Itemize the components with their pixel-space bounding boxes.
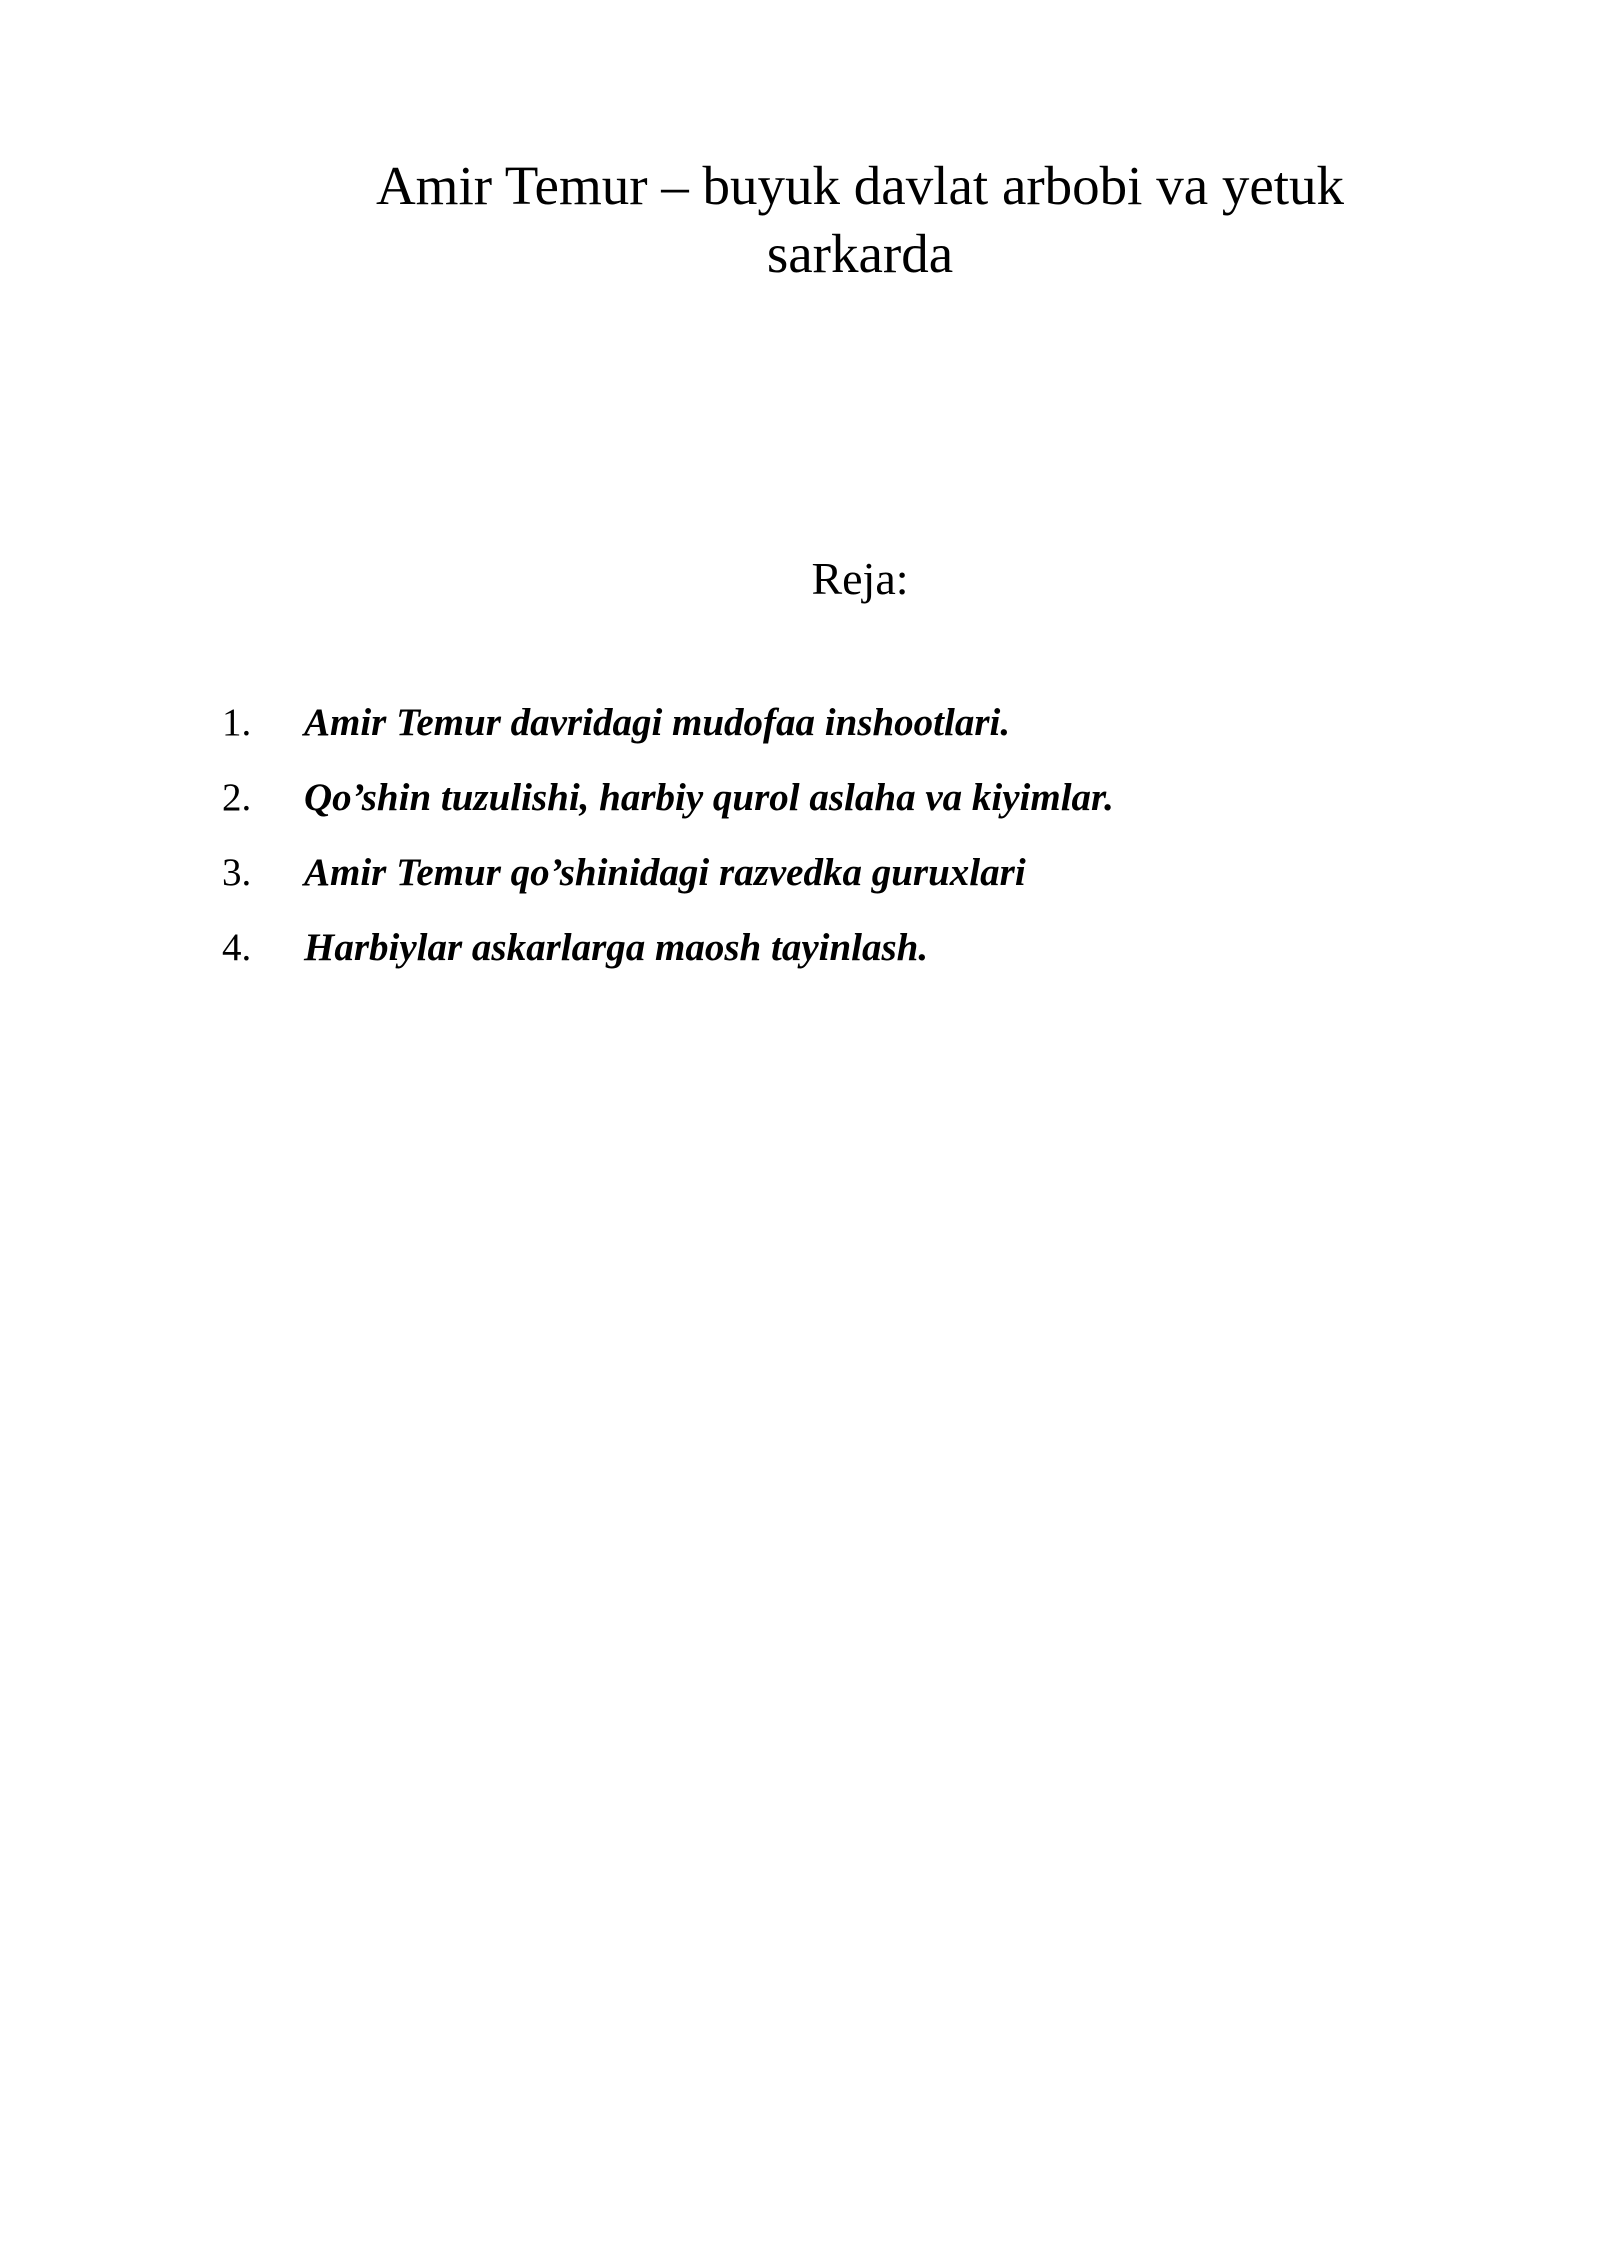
plan-item-2 (222, 768, 1422, 843)
plan-item-number: 4. (222, 926, 252, 969)
plan-item-number: 1. (222, 701, 252, 744)
plan-heading: Reja: (811, 553, 909, 604)
document-title: Amir Temur – buyuk davlat arbobi va yetuk sarkarda (375, 155, 1345, 284)
plan-item-1 (222, 693, 1422, 768)
plan-item-text: Qo’shin tuzulishi, harbiy qurol aslaha va kiyimlar. (304, 776, 1114, 819)
plan-item-number: 3. (222, 851, 252, 894)
plan-item-number: 2. (222, 776, 252, 819)
plan-list (222, 693, 1422, 993)
plan-item-text: Harbiylar askarlarga maosh tayinlash. (304, 926, 929, 969)
plan-item-3 (222, 843, 1422, 918)
plan-item-4 (222, 918, 1422, 993)
plan-item-text: Amir Temur qo’shinidagi razvedka guruxlari (304, 851, 1026, 894)
plan-item-text: Amir Temur davridagi mudofaa inshootlari. (304, 701, 1011, 744)
